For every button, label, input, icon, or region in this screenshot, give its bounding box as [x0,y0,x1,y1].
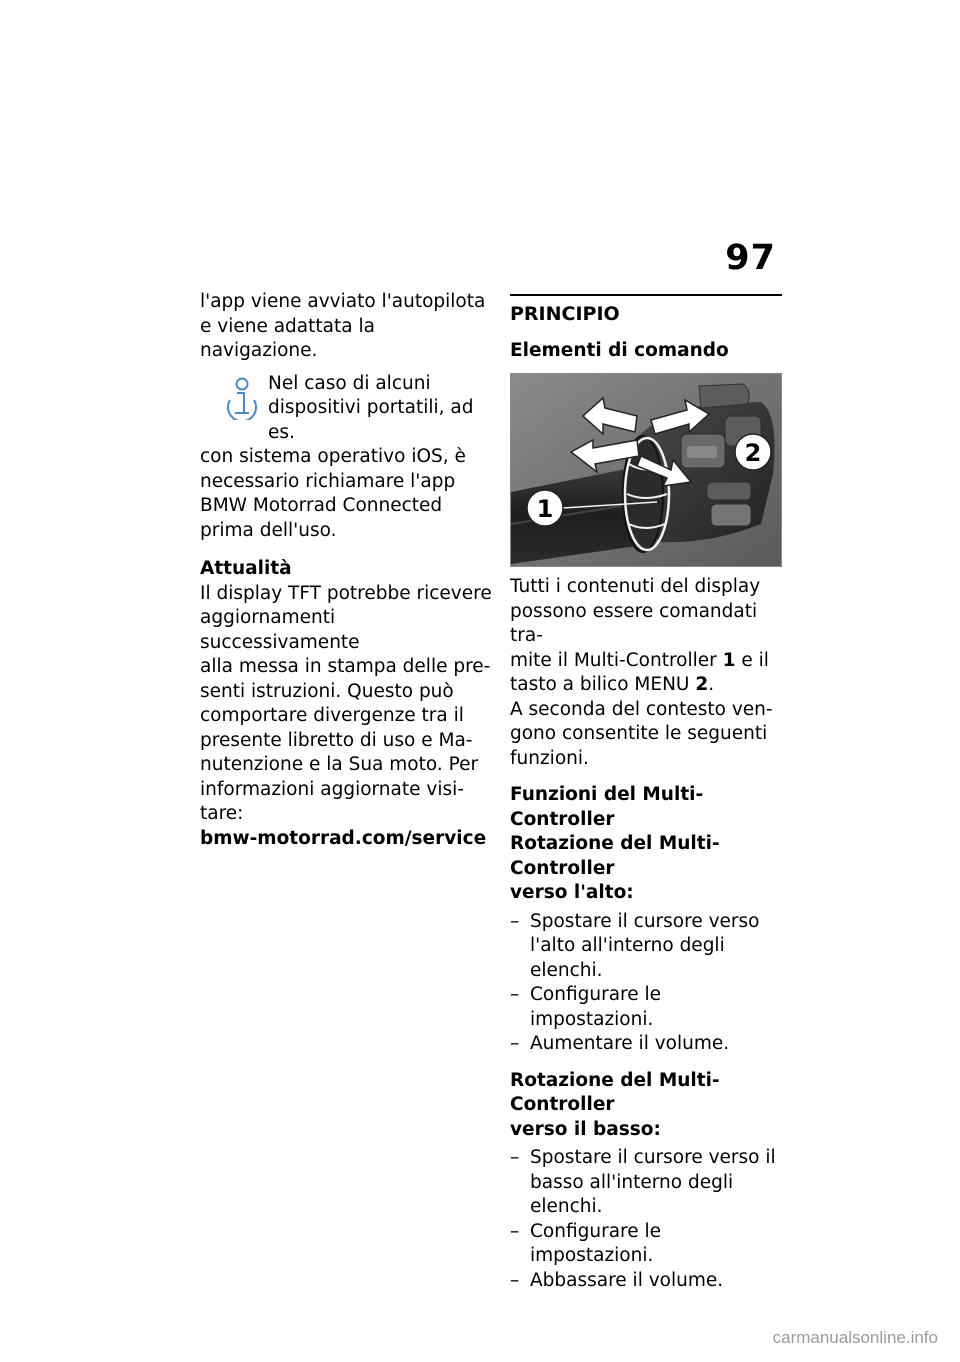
info-line-3: con sistema operativo iOS, è [200,446,466,467]
list-item: – Configurare le impostazioni. [510,1220,782,1269]
down-title-line-2: verso il basso: [510,1118,661,1140]
controls-figure [510,373,782,567]
desc2-line-3: funzioni. [510,747,589,769]
up-title-line-1: Rotazione del Multi-Controller [510,833,720,879]
subsection-title: Elementi di comando [510,340,729,361]
attualita-line-5: comportare divergenze tra il [200,705,464,726]
desc-line-3-pre: mite il Multi-Controller [510,649,723,671]
up-title-line-2: verso l'alto: [510,882,634,903]
service-url: bmw-motorrad.com/service [200,827,487,849]
callout-1-label: 1 [536,495,554,523]
info-icon [224,376,260,420]
desc-line-4-pre: tasto a bilico MENU [510,674,696,695]
page-number: 97 [725,238,776,278]
footer-watermark: carmanualsonline.info [772,1328,938,1347]
desc-line-4-post: . [708,674,715,695]
desc-line-1: Tutti i contenuti del display [510,576,761,597]
down-title-line-1: Rotazione del Multi-Controller [510,1069,720,1115]
ref-multi-controller: 1 [722,649,736,671]
attualita-line-7: nutenzione e la Sua moto. Per [200,754,479,775]
list-item: – Abbassare il volume. [510,1269,782,1294]
list-item: – Aumentare il volume. [510,1032,782,1057]
callout-2-label: 2 [744,439,762,467]
desc2-line-1: A seconda del contesto ven- [510,698,773,720]
desc-line-4 [510,673,782,698]
attualita-title: Attualità [200,558,292,579]
info-line-6: prima dell'uso. [200,519,337,541]
handlebar-illustration [511,374,781,566]
up-list [510,910,782,1057]
intro-line-2: e viene adattata la navigazione. [200,315,375,361]
desc-line-2: possono essere comandati tra- [510,600,758,646]
info-line-5: BMW Motorrad Connected [200,495,443,516]
attualita-line-3: alla messa in stampa delle pre- [200,656,491,677]
attualita-line-4: senti istruzioni. Questo può [200,680,454,702]
info-note [200,372,492,544]
attualita-line-1: Il display TFT potrebbe ricevere [200,582,492,604]
right-column [510,290,782,1293]
section-title: PRINCIPIO [510,303,620,325]
desc-line-3-post: e il [735,649,769,671]
info-line-2: dispositivi portatili, ad es. [268,397,474,443]
down-list [510,1146,782,1293]
list-item: – Spostare il cursore verso il basso all'interno degli elenchi. [510,1146,782,1220]
info-line-1: Nel caso di alcuni [268,372,431,394]
info-line-4: necessario richiamare l'app [200,470,456,492]
attualita-line-9: tare: [200,803,244,824]
attualita-line-6: presente libretto di uso e Ma- [200,729,473,751]
list-item: – Spostare il cursore verso l'alto all'interno degli elenchi. [510,910,782,984]
desc-line-3 [510,649,782,674]
section-rule [510,294,782,296]
func-title: Funzioni del Multi-Controller [510,784,704,830]
ref-menu-button: 2 [695,674,709,695]
desc2-line-2: gono consentite le seguenti [510,723,768,744]
left-column [200,290,492,851]
attualita-line-8: informazioni aggiornate visi- [200,778,464,800]
intro-line-1: l'app viene avviato l'autopilota [200,291,486,312]
list-item: – Configurare le impostazioni. [510,983,782,1032]
attualita-line-2: aggiornamenti successivamente [200,607,360,653]
